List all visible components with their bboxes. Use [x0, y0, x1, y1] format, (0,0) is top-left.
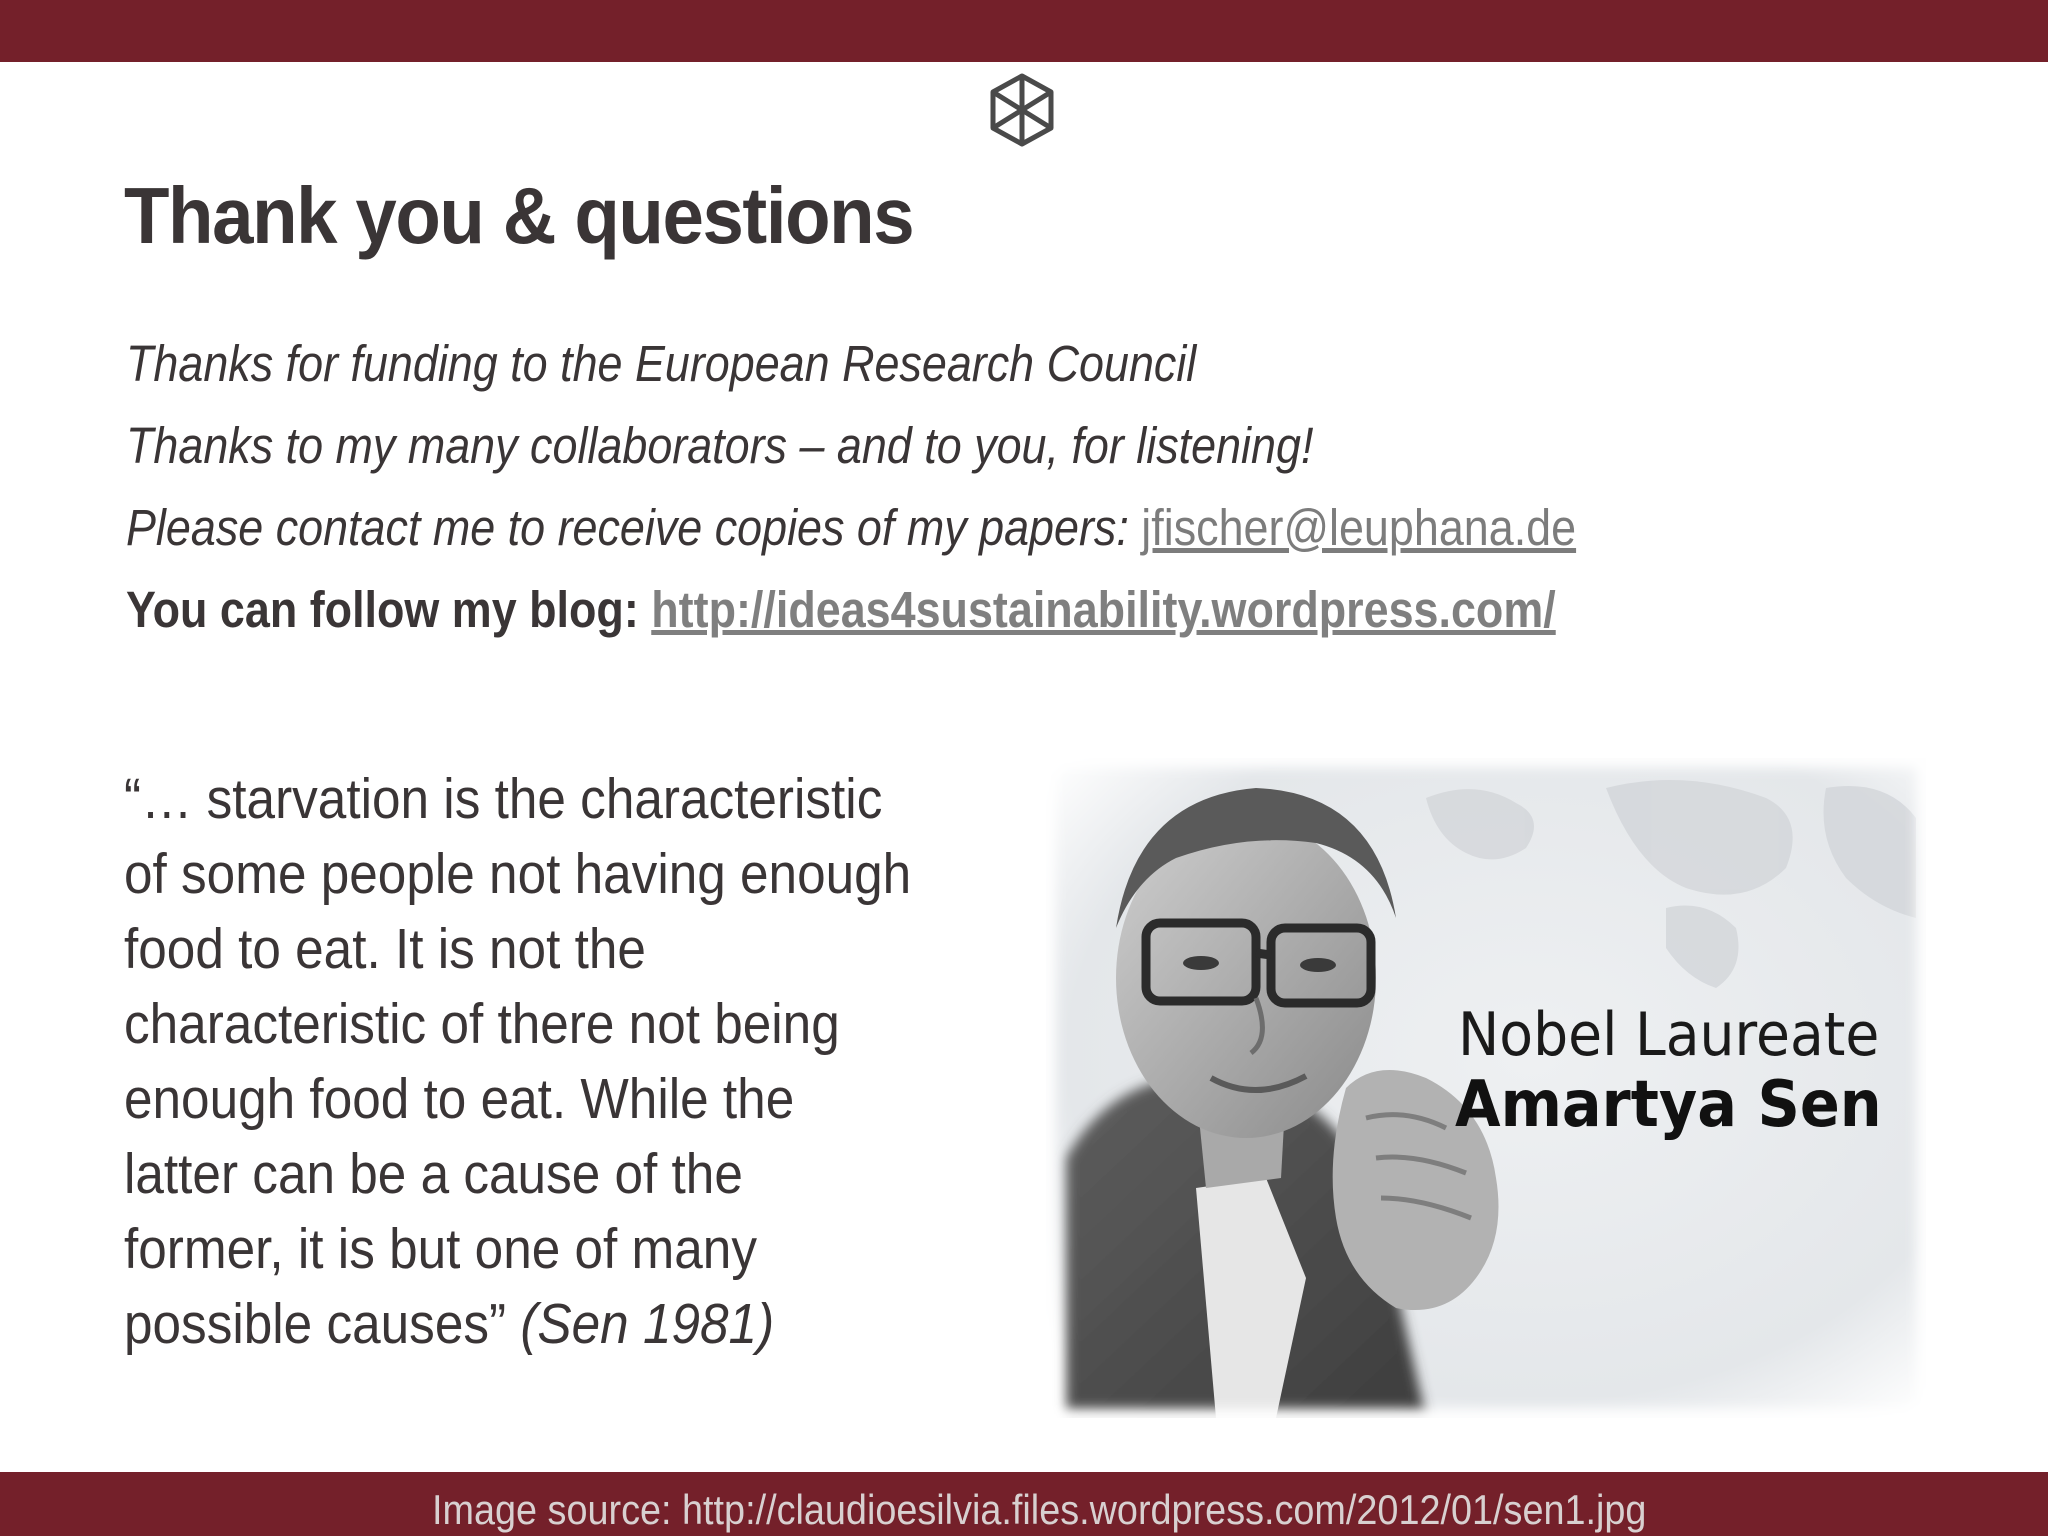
- quote-line: “… starvation is the characteristic: [124, 767, 883, 831]
- collaborators-thanks: Thanks to my many collaborators – and to you, for listening!: [126, 417, 1314, 474]
- blog-text: You can follow my blog:: [126, 581, 652, 638]
- image-source: Image source: http://claudioesilvia.files.wordpress.com/2012/01/sen1.jpg: [432, 1486, 1647, 1533]
- quote-line: of some people not having enough: [124, 842, 912, 906]
- hexagon-cube-icon: [988, 72, 1056, 148]
- quote-citation: (Sen 1981): [520, 1292, 775, 1356]
- photo-caption-name: Amartya Sen: [1455, 1068, 1882, 1142]
- quote-line: food to eat. It is not the: [124, 917, 646, 981]
- quote-line: latter can be a cause of the: [124, 1142, 743, 1206]
- page-title: Thank you & questions: [124, 171, 914, 260]
- photo-caption-title: Nobel Laureate: [1458, 1000, 1880, 1070]
- contact-text: Please contact me to receive copies of my papers:: [126, 499, 1142, 556]
- blog-link[interactable]: http://ideas4sustainability.wordpress.com/: [651, 581, 1556, 638]
- sen-quote: [124, 762, 912, 1362]
- blog-line: [126, 580, 1556, 639]
- quote-line-last: [124, 1287, 880, 1362]
- quote-line: characteristic of there not being: [124, 992, 840, 1056]
- email-link[interactable]: jfischer@leuphana.de: [1141, 499, 1577, 556]
- contact-line: [126, 498, 1576, 557]
- top-bar: [0, 0, 2048, 62]
- quote-text: possible causes”: [124, 1292, 521, 1356]
- quote-line: enough food to eat. While the: [124, 1067, 795, 1131]
- quote-line: former, it is but one of many: [124, 1217, 757, 1281]
- funding-thanks: Thanks for funding to the European Research Council: [126, 335, 1197, 392]
